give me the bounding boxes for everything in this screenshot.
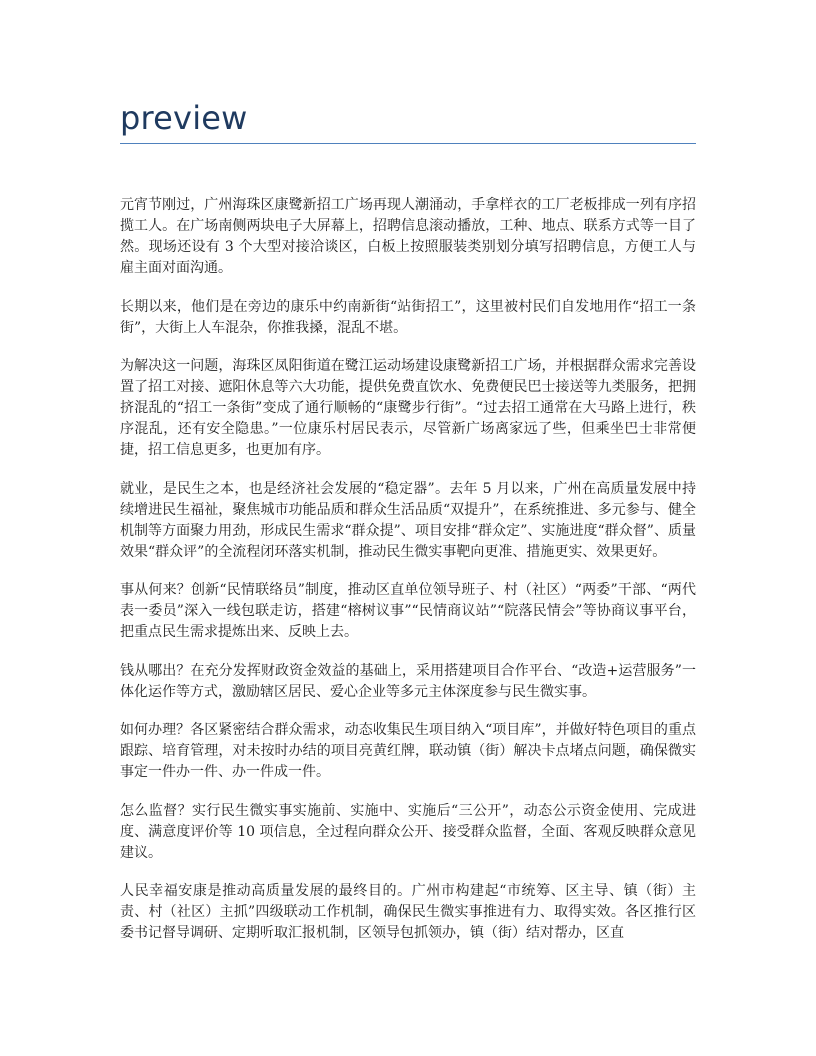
paragraph-5: 事从何来？创新“民情联络员”制度，推动区直单位领导班子、村（社区）“两委”干部、“两代表一委员”深入一线包联走访，搭建“榕树议事”“民情商议站”“院落民情会”等协商议事平台，把重点民生需求提炼出来、反映上去。	[120, 582, 696, 640]
document-title: preview	[120, 99, 248, 137]
document-body	[120, 195, 696, 1045]
title-underline	[120, 143, 696, 144]
paragraph-7: 如何办理？各区紧密结合群众需求，动态收集民生项目纳入“项目库”，并做好特色项目的重点跟踪、培育管理，对未按时办结的项目亮黄红牌，联动镇（街）解决卡点堵点问题，确保微实事定一件办一件、办一件成一件。	[120, 722, 696, 780]
paragraph-3: 为解决这一问题，海珠区凤阳街道在鹭江运动场建设康鹭新招工广场，并根据群众需求完善设置了招工对接、遮阳休息等六大功能，提供免费直饮水、免费便民巴士接送等九类服务，把拥挤混乱的“招工一条街”变成了通行顺畅的“康鹭步行街”。“过去招工通常在大马路上进行，秩序混乱，还有安全隐患。”一位康乐村居民表示，尽管新广场离家远了些，但乘坐巴士非常便捷，招工信息更多，也更加有序。	[120, 358, 696, 458]
paragraph-6: 钱从哪出？在充分发挥财政资金效益的基础上，采用搭建项目合作平台、“改造+运营服务”一体化运作等方式，激励辖区居民、爱心企业等多元主体深度参与民生微实事。	[120, 662, 696, 700]
paragraph-8: 怎么监督？实行民生微实事实施前、实施中、实施后“三公开”，动态公示资金使用、完成进度、满意度评价等 10 项信息，全过程向群众公开、接受群众监督，全面、客观反映群众意见建议。	[120, 802, 696, 861]
paragraph-9: 人民幸福安康是推动高质量发展的最终目的。广州市构建起“市统筹、区主导、镇（街）主责、村（社区）主抓”四级联动工作机制，确保民生微实事推进有力、取得实效。各区推行区委书记督导调研、定期听取汇报机制，区领导包抓领办，镇（街）结对帮办，区直	[120, 883, 696, 941]
paragraph-1: 元宵节刚过，广州海珠区康鹭新招工广场再现人潮涌动，手拿样衣的工厂老板排成一列有序招揽工人。在广场南侧两块电子大屏幕上，招聘信息滚动播放，工种、地点、联系方式等一目了然。现场还设有 3 个大型对接洽谈区，白板上按照服装类别划分填写招聘信息，方便工人与雇主面对面沟通。	[120, 197, 696, 276]
paragraph-2: 长期以来，他们是在旁边的康乐中约南新街“站街招工”，这里被村民们自发地用作“招工一条街”，大街上人车混杂，你推我搡，混乱不堪。	[120, 298, 696, 336]
paragraph-4: 就业，是民生之本，也是经济社会发展的“稳定器”。去年 5 月以来，广州在高质量发展中持续增进民生福祉，聚焦城市功能品质和群众生活品质“双提升”，在系统推进、多元参与、健全机制等方面聚力用劲，形成民生需求“群众提”、项目安排“群众定”、实施进度“群众督”、质量效果“群众评”的全流程闭环落实机制，推动民生微实事靶向更准、措施更实、效果更好。	[120, 480, 696, 560]
